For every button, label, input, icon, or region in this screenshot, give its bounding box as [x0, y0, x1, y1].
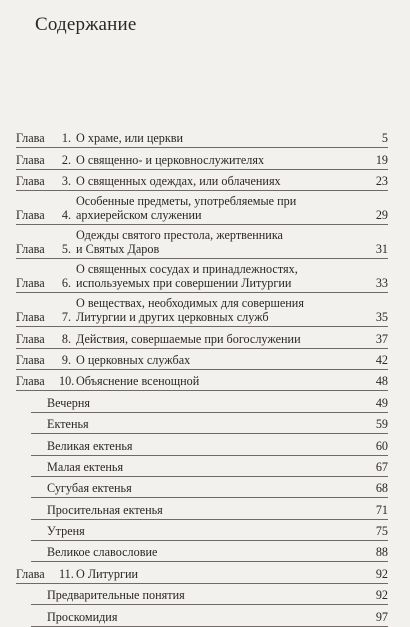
chapter-label: Глава [16, 131, 45, 146]
toc-chapter-entry [16, 349, 388, 370]
page-number: 19 [375, 152, 388, 167]
chapter-label: Глава [16, 566, 45, 581]
entry-title: Просительная ектенья [47, 502, 163, 517]
entry-title: Великая ектенья [47, 438, 133, 453]
entry-title: Утреня [47, 524, 85, 539]
entry-title: О священных одеждах, или облачениях [76, 174, 281, 189]
page-title: Содержание [35, 14, 137, 35]
page-number: 49 [375, 395, 388, 410]
chapter-number: 6. [61, 276, 71, 291]
chapter-label: Глава [16, 242, 45, 257]
page-number: 33 [375, 276, 388, 291]
toc-subentry [31, 605, 388, 626]
toc-subentry [31, 413, 388, 434]
chapter-number: 2. [61, 152, 71, 167]
chapter-number: 11. [59, 566, 74, 581]
toc-subentry [31, 584, 388, 605]
chapter-label: Глава [16, 174, 45, 189]
toc-chapter-entry [16, 225, 388, 259]
chapter-label: Глава [16, 208, 45, 223]
page-number: 42 [375, 352, 388, 367]
page-number: 23 [375, 174, 388, 189]
page-number: 92 [375, 566, 388, 581]
toc-subentry [31, 456, 388, 477]
toc-chapter-entry [16, 562, 388, 583]
entry-title: Малая ектенья [47, 459, 124, 474]
chapter-label: Глава [16, 310, 45, 325]
chapter-number: 9. [61, 352, 71, 367]
entry-title: О Литургии [76, 566, 139, 581]
page-number: 97 [375, 609, 388, 624]
page-number: 92 [375, 588, 388, 603]
entry-title: О священно- и церковнослужителях [76, 152, 265, 167]
toc-subentry [31, 498, 388, 519]
page-number: 68 [375, 481, 388, 496]
chapter-label: Глава [16, 152, 45, 167]
entry-title: Предварительные понятия [47, 588, 185, 603]
chapter-number: 4. [61, 208, 71, 223]
toc-subentry [31, 477, 388, 498]
chapter-label: Глава [16, 374, 45, 389]
toc-chapter-entry [16, 127, 388, 148]
toc-subentry [31, 434, 388, 455]
page-number: 60 [375, 438, 388, 453]
toc-chapter-entry [16, 170, 388, 191]
toc-subentry [31, 520, 388, 541]
page-number: 37 [375, 331, 388, 346]
toc-subentry [31, 541, 388, 562]
page-number: 88 [375, 545, 388, 560]
page-number: 71 [375, 502, 388, 517]
entry-title: О священных сосудах и принадлежностях, используемых при совершении Литургии [76, 262, 298, 291]
chapter-number: 5. [61, 242, 71, 257]
toc-chapter-entry [16, 148, 388, 169]
entry-title: О церковных службах [76, 352, 191, 367]
entry-title: Ектенья [47, 417, 89, 432]
entry-title: Сугубая ектенья [47, 481, 132, 496]
chapter-number: 1. [61, 131, 71, 146]
toc-subentry [31, 391, 388, 412]
table-of-contents [16, 127, 388, 627]
entry-title: Одежды святого престола, жертвенника и Святых Даров [76, 228, 283, 257]
page-number: 29 [375, 208, 388, 223]
entry-title: О храме, или церкви [76, 131, 184, 146]
entry-title: О веществах, необходимых для совершения Литургии и других церковных служб [76, 296, 304, 325]
page-number: 75 [375, 524, 388, 539]
chapter-label: Глава [16, 276, 45, 291]
chapter-number: 7. [61, 310, 71, 325]
entry-title: Проскомидия [47, 609, 118, 624]
chapter-label: Глава [16, 331, 45, 346]
entry-title: Великое славословие [47, 545, 158, 560]
toc-chapter-entry [16, 259, 388, 293]
chapter-number: 3. [61, 174, 71, 189]
page-number: 67 [375, 459, 388, 474]
entry-title: Вечерня [47, 395, 90, 410]
toc-chapter-entry [16, 191, 388, 225]
toc-chapter-entry [16, 370, 388, 391]
chapter-number: 10. [59, 374, 75, 389]
toc-chapter-entry [16, 293, 388, 327]
page-number: 5 [381, 131, 388, 146]
entry-title: Действия, совершаемые при богослужении [76, 331, 301, 346]
page-number: 59 [375, 417, 388, 432]
toc-chapter-entry [16, 327, 388, 348]
page-number: 35 [375, 310, 388, 325]
chapter-number: 8. [61, 331, 71, 346]
entry-title: Особенные предметы, употребляемые при архиерейском служении [76, 194, 297, 223]
chapter-label: Глава [16, 352, 45, 367]
entry-title: Объяснение всенощной [76, 374, 200, 389]
page-number: 31 [375, 242, 388, 257]
page-number: 48 [375, 374, 388, 389]
